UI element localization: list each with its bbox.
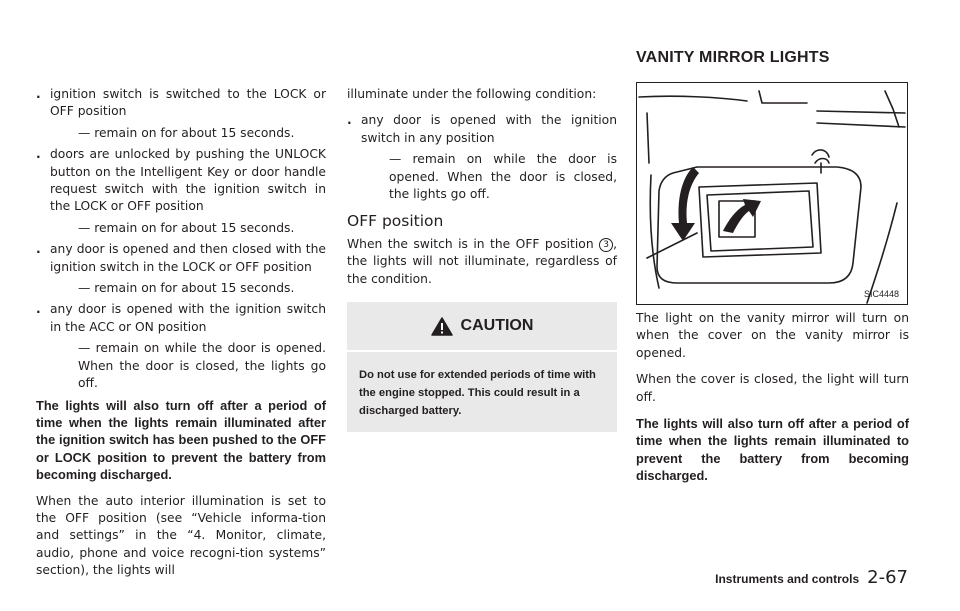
auto-illumination-paragraph: When the auto interior illumination is set to the OFF position (see “Vehicle informa-tion and settings” in the “4. Monitor, climate, audio, phone and voice recogni-tion systems” section), the lights will <box>36 493 326 578</box>
callout-3-icon: 3 <box>599 238 613 252</box>
condition-intro: illuminate under the following condition: <box>347 87 597 101</box>
list-subitem <box>36 280 326 297</box>
section-title: VANITY MIRROR LIGHTS <box>636 49 830 66</box>
footer-section-name: Instruments and controls <box>715 572 860 586</box>
sun-visor-drawing <box>637 83 907 304</box>
list-item-text: ignition switch is switched to the LOCK or OFF position <box>50 87 326 119</box>
list-subitem-text: — remain on for about 15 seconds. <box>78 220 295 235</box>
list-subitem <box>347 151 617 203</box>
vanity-paragraph-2: When the cover is closed, the light will turn off. <box>636 372 909 404</box>
list-item-text: any door is opened and then closed with the ignition switch in the LOCK or OFF position <box>50 242 326 274</box>
off-position-heading: OFF position <box>347 212 444 231</box>
list-subitem <box>36 125 326 142</box>
list-item: . any door is opened with the ignition switch in the ACC or ON position <box>36 302 326 334</box>
column-2 <box>347 86 617 432</box>
figure-code: SIC4448 <box>863 289 899 299</box>
list-item: . doors are unlocked by pushing the UNLOCK button on the Intelligent Key or door handle request switch with the ignition switch in the LOCK or OFF position <box>36 147 326 214</box>
list-subitem-text: — remain on for about 15 seconds. <box>78 125 295 140</box>
list-item-text: any door is opened with the ignition switch in the ACC or ON position <box>50 302 326 334</box>
list-item: . any door is opened and then closed with the ignition switch in the LOCK or OFF position <box>36 242 326 274</box>
caution-text: Do not use for extended periods of time with the engine stopped. This could result in a discharged battery. <box>359 369 596 418</box>
column-1 <box>36 86 326 589</box>
list-item: . any door is opened with the ignition switch in any position <box>347 113 617 145</box>
vanity-paragraph-1: The light on the vanity mirror will turn on when the cover on the vanity mirror is opened. <box>636 311 909 360</box>
caution-box <box>347 302 617 432</box>
auto-off-note: The lights will also turn off after a period of time when the lights remain illuminated after the ignition switch has been pushed to the OFF or LOCK position to prevent the battery from becoming discharged. <box>36 397 326 483</box>
vanity-auto-off-note: The lights will also turn off after a period of time when the lights remain illuminated to prevent the battery from becoming discharged. <box>636 416 909 484</box>
caution-header <box>347 302 617 352</box>
caution-title: CAUTION <box>460 317 534 335</box>
column-3 <box>636 310 909 494</box>
list-item-text: doors are unlocked by pushing the UNLOCK button on the Intelligent Key or door handle request switch with the ignition switch in the LOCK or OFF position <box>50 147 326 214</box>
list-subitem-text: — remain on for about 15 seconds. <box>78 281 295 296</box>
list-subitem <box>36 340 326 392</box>
vanity-mirror-illustration <box>636 82 908 305</box>
list-item-text: any door is opened with the ignition switch in any position <box>361 113 617 145</box>
list-subitem-text: — remain on while the door is opened. When the door is closed, the lights go off. <box>78 341 326 391</box>
off-position-paragraph: When the switch is in the OFF position 3 , the lights will not illuminate, regardless of the condition. <box>347 236 617 286</box>
list-item: . ignition switch is switched to the LOCK or OFF position <box>36 87 326 119</box>
list-subitem <box>36 220 326 237</box>
page-number: 2-67 <box>867 567 908 588</box>
list-subitem-text: — remain on while the door is opened. When the door is closed, the lights go off. <box>389 152 617 202</box>
page-footer <box>715 567 908 588</box>
warning-icon <box>431 317 453 336</box>
